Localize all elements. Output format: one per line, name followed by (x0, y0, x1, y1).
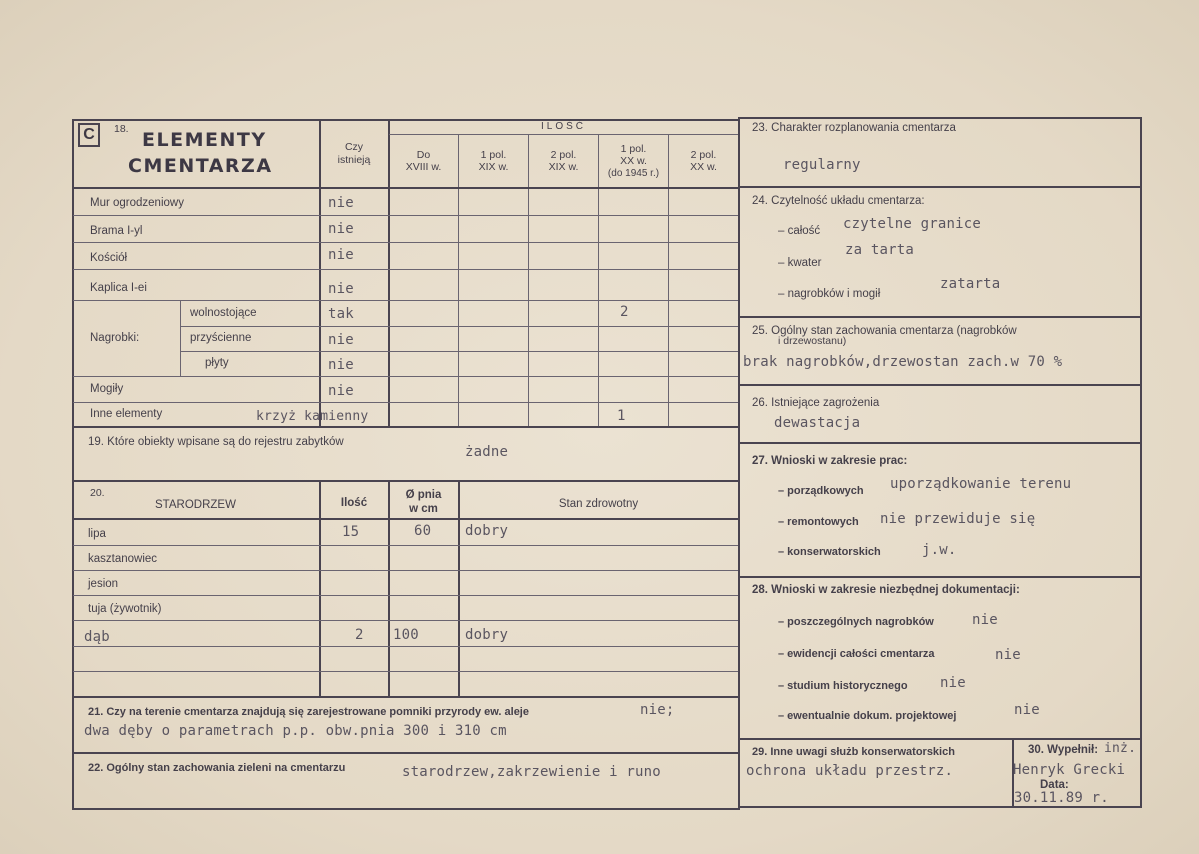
s23-label: 23. Charakter rozplanowania cmentarza (752, 122, 956, 134)
tree-name: lipa (88, 528, 106, 540)
row-label-kaplica: Kaplica I-ei (90, 282, 147, 294)
col-czy-line2: istnieją (337, 154, 371, 166)
s30-name: Henryk Grecki (1013, 762, 1126, 778)
s18-title-line1: ELEMENTY (142, 129, 267, 151)
t18-header-bottom (72, 187, 739, 189)
s27-label: 27. Wnioski w zakresie prac: (752, 455, 908, 467)
t18-row-line (73, 376, 738, 377)
period-header: 1 pol. (620, 143, 647, 155)
t18-row-line (180, 326, 738, 327)
row-value-kosciol: nie (328, 247, 354, 263)
period-header: 1 pol. (480, 149, 507, 161)
frame-middle (738, 119, 740, 810)
s23-value: regularny (783, 157, 861, 173)
frame-top-right (738, 117, 1142, 119)
row-label-mogily: Mogiły (90, 383, 124, 395)
tree-name-typed: dąb (84, 629, 110, 645)
nagrobki-label: Nagrobki: (90, 332, 140, 344)
s24-item-label: – całość (778, 225, 821, 237)
s28-item-label: – poszczególnych nagrobków (778, 616, 934, 628)
t20-row-line (73, 570, 738, 571)
row-value-mogily: nie (328, 383, 354, 399)
s27-item-value: uporządkowanie terenu (890, 476, 1072, 492)
period-header: XX w. (620, 155, 647, 167)
t20-col-ilosc (319, 481, 321, 696)
row-count-wolnostojace: 2 (620, 304, 629, 320)
s20-number: 20. (90, 487, 105, 499)
s22-value: starodrzew,zakrzewienie i runo (402, 764, 661, 780)
t18-row-line (73, 215, 738, 216)
t20-row-line (73, 595, 738, 596)
s22-label: 22. Ogólny stan zachowania zieleni na cmentarzu (88, 762, 346, 774)
s20-col-stan: Stan zdrowotny (558, 498, 639, 510)
col-czy-line1: Czy (344, 141, 364, 153)
row-value-przyscienne: nie (328, 332, 354, 348)
t20-row-line (73, 545, 738, 546)
tree-ilosc: 15 (342, 524, 360, 540)
row-value-mur: nie (328, 195, 354, 211)
s21-value: dwa dęby o parametrach p.p. obw.pnia 300 i 310 cm (84, 723, 507, 739)
t20-col-stan (458, 481, 460, 696)
s23-bottom (738, 186, 1142, 188)
t18-row-line (73, 269, 738, 270)
s28-item-label: – ewentualnie dokum. projektowej (778, 710, 957, 722)
period-header: (do 1945 r.) (607, 168, 660, 179)
tree-pien: 100 (393, 627, 419, 643)
t18-row-line (73, 242, 738, 243)
period-header: 2 pol. (550, 149, 577, 161)
s30-label: 30. Wypełnił: (1028, 744, 1099, 756)
s25-bottom (738, 384, 1142, 386)
s28-item-value: nie (1014, 702, 1040, 718)
s27-item-label: – porządkowych (778, 485, 864, 497)
row-value-kaplica: nie (328, 281, 354, 297)
frame-left (72, 119, 74, 809)
tree-pien: 60 (414, 523, 432, 539)
s21-label: 21. Czy na terenie cmentarza znajdują się zarejestrowane pomniki przyrody ew. aleje (88, 706, 529, 718)
s21-bottom (72, 752, 739, 754)
s24-bottom (738, 316, 1142, 318)
row-value-brama: nie (328, 221, 354, 237)
s24-item-value: zatarta (940, 276, 1001, 292)
t18-col-p1 (458, 134, 459, 427)
s29-value: ochrona układu przestrz. (746, 763, 954, 779)
t18-bottom (72, 426, 739, 428)
s27-item-label: – remontowych (778, 516, 859, 528)
s24-item-value: czytelne granice (843, 216, 982, 232)
period-header: XVIII w. (405, 161, 442, 173)
s27-item-value: nie przewiduje się (880, 511, 1036, 527)
period-header: Do (416, 149, 431, 161)
s26-bottom (738, 442, 1142, 444)
t18-row-line (73, 402, 738, 403)
tree-name: tuja (żywotnik) (88, 603, 162, 615)
s27-bottom (738, 576, 1142, 578)
t18-col-p2 (528, 134, 529, 427)
s20-col-ilosc: Ilość (340, 497, 368, 509)
row-label-wolnostojace: wolnostojące (190, 307, 257, 319)
s30-date: 30.11.89 r. (1014, 790, 1109, 806)
s24-item-label: – kwater (778, 257, 822, 269)
s19-value: żadne (465, 444, 509, 460)
s24-item-label: – nagrobków i mogił (778, 288, 881, 300)
frame-bottom-right (738, 806, 1142, 808)
s28-item-value: nie (940, 675, 966, 691)
t18-ilosc-underline (389, 134, 738, 135)
s24-item-value: za tarta (845, 242, 915, 258)
t20-header-bottom (72, 518, 739, 520)
t18-col-p4 (668, 134, 669, 427)
s25-value: brak nagrobków,drzewostan zach.w 70 % (743, 354, 1063, 370)
s20-col-pnia-1: Ø pnia (405, 489, 442, 501)
t20-bottom (72, 696, 739, 698)
s21-answer: nie; (640, 702, 675, 718)
row-label-plyty: płyty (205, 357, 229, 369)
s28-label: 28. Wnioski w zakresie niezbędnej dokumentacji: (752, 584, 1020, 596)
t20-row-line (73, 671, 738, 672)
period-header: XIX w. (548, 161, 579, 173)
s28-item-label: – ewidencji całości cmentarza (778, 648, 935, 660)
row-value-wolnostojace: tak (328, 306, 354, 322)
row-label-inne: Inne elementy (90, 408, 163, 420)
s19-bottom (72, 480, 739, 482)
s28-item-value: nie (995, 647, 1021, 663)
s27-item-value: j.w. (922, 542, 957, 558)
s25-label-2: i drzewostanu) (778, 335, 847, 347)
period-header: XIX w. (478, 161, 509, 173)
t18-row-line (73, 300, 738, 301)
row-label-brama: Brama I-yl (90, 225, 143, 237)
t20-row-line (73, 620, 738, 621)
tree-stan: dobry (465, 523, 509, 539)
frame-right (1140, 117, 1142, 808)
s19-label: 19. Które obiekty wpisane są do rejestru zabytków (88, 436, 344, 448)
period-header: 2 pol. (690, 149, 717, 161)
row-value-inne: krzyż kamienny (256, 409, 369, 424)
s18-number: 18. (114, 123, 129, 135)
period-header: XX w. (690, 161, 717, 173)
t18-row-line (180, 351, 738, 352)
s25-label-1: 25. Ogólny stan zachowania cmentarza (nagrobków (752, 325, 1017, 337)
tree-name: kasztanowiec (88, 553, 158, 565)
s26-label: 26. Istniejące zagrożenia (752, 397, 880, 409)
tree-name: jesion (88, 578, 119, 590)
s26-value: dewastacja (774, 415, 861, 431)
s24-label: 24. Czytelność układu cmentarza: (752, 195, 925, 207)
s29-label: 29. Inne uwagi służb konserwatorskich (752, 746, 955, 758)
t18-nagrobki-split (180, 301, 181, 376)
row-label-mur: Mur ogrodzeniowy (90, 197, 184, 209)
row-label-przyscienne: przyścienne (190, 332, 252, 344)
tree-stan: dobry (465, 627, 509, 643)
row-value-plyty: nie (328, 357, 354, 373)
row-count-inne: 1 (617, 408, 626, 424)
s28-item-value: nie (972, 612, 998, 628)
s20-title: STARODRZEW (155, 499, 236, 511)
ilosc-header: ILOŚĆ (540, 121, 586, 132)
s30-title: inż. (1104, 741, 1137, 756)
s28-bottom (738, 738, 1142, 740)
s27-item-label: – konserwatorskich (778, 546, 881, 558)
t20-row-line (73, 646, 738, 647)
section-letter-box: C (78, 123, 100, 147)
tree-ilosc: 2 (355, 627, 364, 643)
frame-bottom-left (72, 808, 739, 810)
s30-data-label: Data: (1040, 779, 1069, 791)
row-label-kosciol: Kościół (90, 252, 128, 264)
s28-item-label: – studium historycznego (778, 680, 908, 692)
s20-col-pnia-2: w cm (409, 503, 438, 515)
s18-title-line2: CMENTARZA (128, 155, 273, 177)
